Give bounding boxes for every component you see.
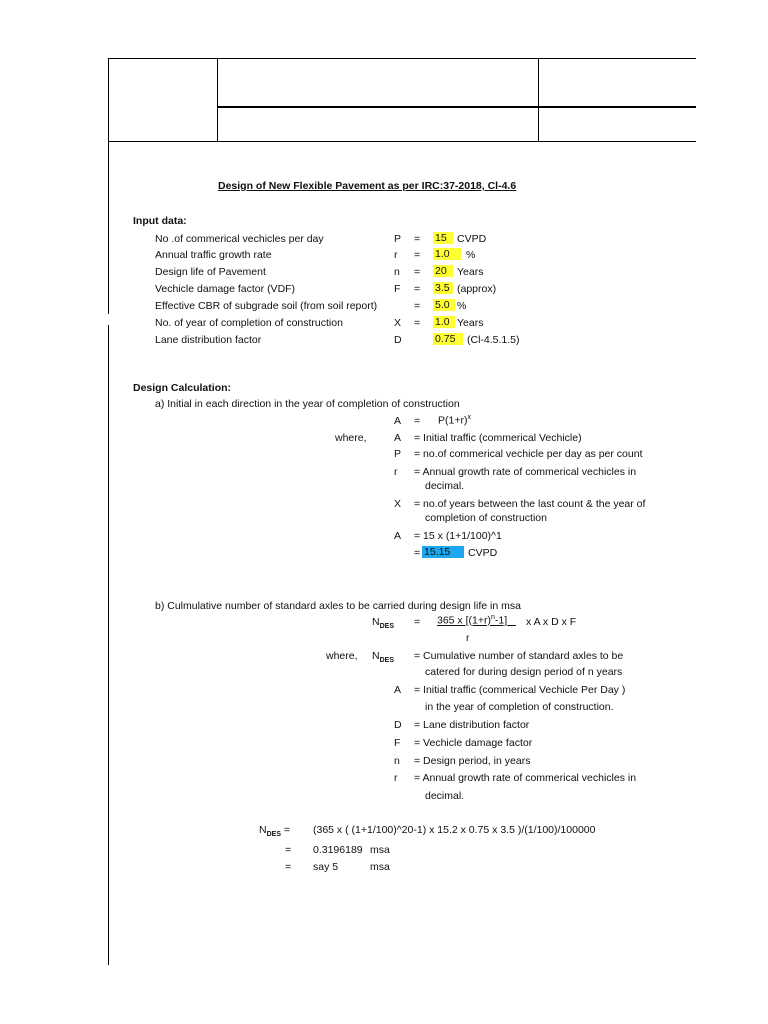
input-equals: = (414, 233, 421, 245)
input-label: Annual traffic growth rate (155, 249, 272, 261)
b-def-symbol: A (394, 684, 402, 696)
a-formula-equals: = (414, 415, 421, 427)
input-equals: = (414, 317, 421, 329)
input-equals: = (414, 266, 421, 278)
input-label: Design life of Pavement (155, 266, 266, 278)
a-formula (438, 414, 471, 427)
header-bottom-line (108, 141, 696, 142)
a-def-text: = no.of years between the last count & the year of (414, 498, 646, 510)
input-value: 3.5 (433, 282, 453, 294)
input-value: 15 (433, 232, 453, 244)
calc-heading: Design Calculation: (133, 382, 232, 394)
input-value: 1.0 (433, 316, 455, 328)
input-value: 1.0 (433, 248, 461, 260)
b-formula-equals: = (414, 616, 421, 628)
input-symbol: D (394, 334, 402, 346)
a-def-text-cont: decimal. (425, 480, 465, 492)
where-label-b: where, (326, 650, 358, 662)
a-def-text: = Annual growth rate of commerical vechicles in (414, 466, 637, 478)
input-unit: % (466, 249, 476, 261)
b-def-symbol: D (394, 719, 402, 731)
b-def-symbol: F (394, 737, 401, 749)
b-def-text-cont: catered for during design period of n years (425, 666, 623, 678)
n-des-label: $N_{DES}$ (372, 616, 394, 631)
b-def-symbol: n (394, 755, 400, 767)
a-result-equals: = (414, 547, 421, 559)
a-result-unit: CVPD (468, 547, 498, 559)
page-title: Design of New Flexible Pavement as per IRC:37-2018, Cl-4.6 (218, 180, 517, 192)
a-calc-line: = 15 x (1+1/100)^1 (414, 530, 502, 542)
input-unit: (approx) (457, 283, 497, 295)
input-equals: = (414, 249, 421, 261)
a-def-symbol: X (394, 498, 402, 510)
input-equals: = (414, 283, 421, 295)
a-formula-exponent: x (467, 414, 471, 421)
a-formula-base: P(1+r) (438, 414, 468, 427)
input-unit: (Cl-4.5.1.5) (467, 334, 520, 346)
b-formula-numerator: 365 x $[(1+r)^n-1]$ (437, 614, 508, 627)
input-label: No. of year of completion of construction (155, 317, 343, 329)
calc-a-intro: a) Initial in each direction in the year of completion of construction (155, 398, 460, 410)
a-calc-symbol: A (394, 530, 402, 542)
a-def-text: = Initial traffic (commerical Vechicle) (414, 432, 582, 444)
calc-b-intro: b) Culmulative number of standard axles to be carried during design life in msa (155, 600, 521, 612)
final-unit: msa (370, 844, 390, 856)
b-formula-tail: x A x D x F (526, 616, 577, 628)
b-def-text-cont: in the year of completion of construction. (425, 701, 614, 713)
input-unit: Years (457, 266, 484, 278)
final-expression: (365 x ( (1+1/100)^20-1) x 15.2 x 0.75 x 3.5 )/(1/100)/100000 (313, 824, 596, 836)
input-equals: = (414, 300, 421, 312)
input-label: Effective CBR of subgrade soil (from soil report) (155, 300, 378, 312)
where-label: where, (335, 432, 367, 444)
b-def-text-cont: decimal. (425, 790, 465, 802)
n-des-subscript: DES (379, 623, 394, 631)
input-unit: % (457, 300, 467, 312)
b-def-text: = Lane distribution factor (414, 719, 530, 731)
final-n-des: $N_{DES}$ = (259, 824, 291, 839)
input-value: 20 (433, 265, 453, 277)
a-formula-symbol: A (394, 415, 402, 427)
input-symbol: X (394, 317, 402, 329)
header-top-line (108, 58, 696, 59)
b-def-symbol: r (394, 772, 398, 784)
final-equals-2: = (285, 861, 292, 873)
header-mid-line (217, 106, 696, 108)
b-def-text: = Vechicle damage factor (414, 737, 533, 749)
a-def-text-cont: completion of construction (425, 512, 547, 524)
say-unit: msa (370, 861, 390, 873)
header-col1-border (217, 58, 218, 142)
b-def-text: = Cumulative number of standard axles to be (414, 650, 624, 662)
a-result-value: 15.15 (422, 546, 464, 558)
input-unit: Years (457, 317, 484, 329)
header-col2-border (538, 58, 539, 142)
page-left-border (108, 142, 109, 314)
input-symbol: r (394, 249, 398, 261)
final-value: 0.3196189 (313, 844, 363, 856)
input-symbol: n (394, 266, 400, 278)
b-formula-denominator: r (466, 632, 470, 644)
a-def-symbol: P (394, 448, 402, 460)
input-heading: Input data: (133, 215, 187, 227)
header-left-border (108, 58, 109, 142)
b-def-text: = Design period, in years (414, 755, 531, 767)
b-def-text: = Annual growth rate of commerical vechicles in (414, 772, 637, 784)
input-label: No .of commerical vechicles per day (155, 233, 324, 245)
page-left-border-lower (108, 325, 109, 965)
a-def-symbol: A (394, 432, 402, 444)
input-value: 5.0 (433, 299, 455, 311)
b-def-text: = Initial traffic (commerical Vechicle Per Day ) (414, 684, 626, 696)
input-value: 0.75 (433, 333, 463, 345)
say-value: say 5 (313, 861, 339, 873)
n-des-label-b: $N_{DES}$ (372, 650, 394, 665)
input-symbol: F (394, 283, 401, 295)
input-symbol: P (394, 233, 402, 245)
input-unit: CVPD (457, 233, 487, 245)
input-label: Vechicle damage factor (VDF) (155, 283, 296, 295)
final-equals-1: = (285, 844, 292, 856)
a-def-symbol: r (394, 466, 398, 478)
input-label: Lane distribution factor (155, 334, 262, 346)
a-def-text: = no.of commerical vechicle per day as per count (414, 448, 643, 460)
